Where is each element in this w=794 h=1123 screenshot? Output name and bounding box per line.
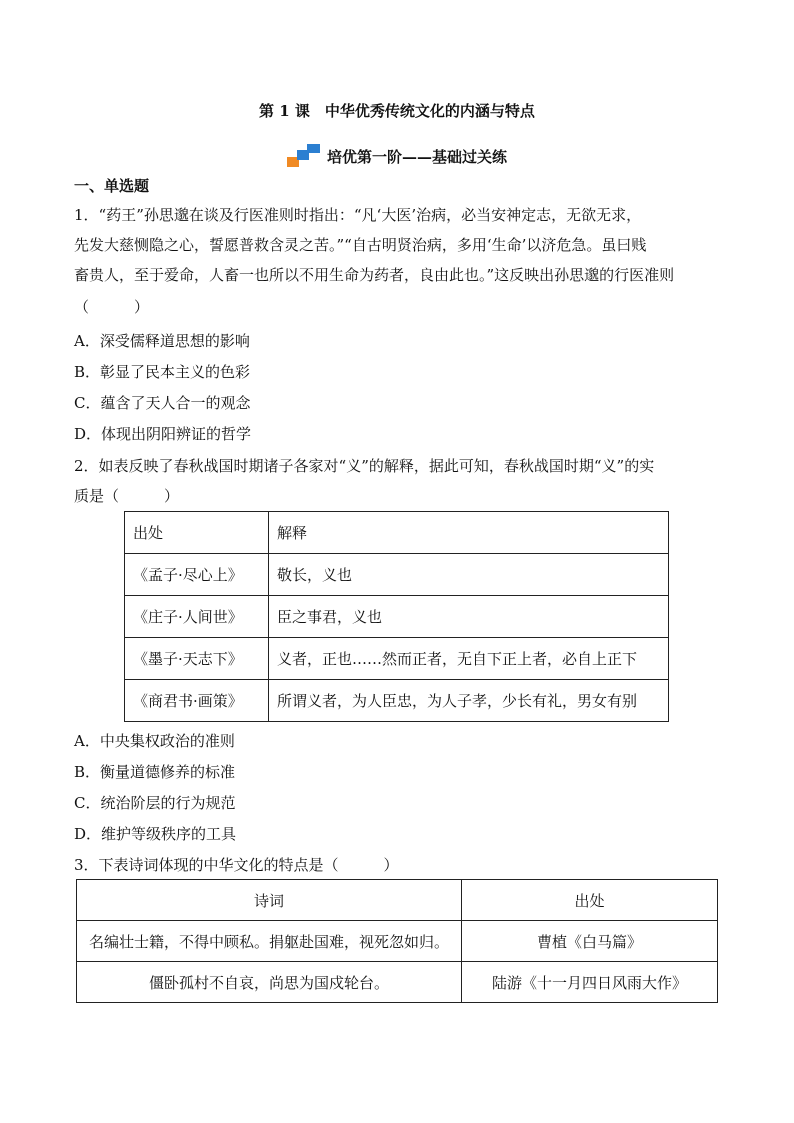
q2-text-line: 质是（ ） bbox=[74, 487, 180, 505]
q2-table bbox=[124, 511, 669, 722]
subtitle-row bbox=[0, 144, 794, 168]
section-heading: 一、单选题 bbox=[74, 177, 150, 195]
table-cell: 曹植《白马篇》 bbox=[462, 921, 718, 962]
table-cell: 名编壮士籍，不得中顾私。捐躯赴国难，视死忽如归。 bbox=[77, 921, 462, 962]
table-row bbox=[125, 680, 669, 722]
q2-text-line: 2．如表反映了春秋战国时期诸子各家对“义”的解释，据此可知，春秋战国时期“义”的实 bbox=[74, 457, 655, 475]
q1-text-line: 先发大慈恻隐之心，誓愿普救含灵之苦。”“自古明贤治病，多用‘生命’以济危急。虽曰贱 bbox=[74, 236, 647, 254]
table-cell: 敬长，义也 bbox=[269, 554, 669, 596]
q3-text-line: 3．下表诗词体现的中华文化的特点是（ ） bbox=[74, 856, 399, 874]
subtitle: 培优第一阶——基础过关练 bbox=[326, 147, 507, 166]
table-row bbox=[125, 596, 669, 638]
table-row bbox=[125, 554, 669, 596]
table-row bbox=[77, 921, 718, 962]
q1-option-b[interactable]: B．彰显了民本主义的色彩 bbox=[74, 363, 251, 381]
table-cell: 《孟子·尽心上》 bbox=[125, 554, 269, 596]
q2-option-c[interactable]: C．统治阶层的行为规范 bbox=[74, 794, 236, 812]
q2-option-b[interactable]: B．衡量道德修养的标准 bbox=[74, 763, 236, 781]
q1-text-line: 1．“药王”孙思邈在谈及行医准则时指出：“凡‘大医’治病，必当安神定志，无欲无求， bbox=[74, 206, 642, 224]
table-header-row bbox=[77, 880, 718, 921]
table-row bbox=[125, 638, 669, 680]
table-header-cell: 解释 bbox=[269, 512, 669, 554]
lesson-title: 第 1 课 中华优秀传统文化的内涵与特点 bbox=[259, 102, 535, 120]
table-header-cell: 诗词 bbox=[77, 880, 462, 921]
table-header-row bbox=[125, 512, 669, 554]
q1-text-line: 畜贵人，至于爱命，人畜一也所以不用生命为药者，良由此也。”这反映出孙思邈的行医准则 bbox=[74, 266, 675, 284]
table-header-cell: 出处 bbox=[125, 512, 269, 554]
q2-option-d[interactable]: D．维护等级秩序的工具 bbox=[74, 825, 237, 843]
table-cell: 《庄子·人间世》 bbox=[125, 596, 269, 638]
table-cell: 《商君书·画策》 bbox=[125, 680, 269, 722]
q1-text-line: （ ） bbox=[74, 298, 150, 316]
q3-table bbox=[76, 879, 718, 1003]
table-cell: 所谓义者，为人臣忠，为人子孝，少长有礼，男女有别 bbox=[269, 680, 669, 722]
q1-option-d[interactable]: D．体现出阴阳辨证的哲学 bbox=[74, 425, 252, 443]
table-cell: 臣之事君，义也 bbox=[269, 596, 669, 638]
table-cell: 义者，正也……然而正者，无自下正上者，必自上正下 bbox=[269, 638, 669, 680]
table-cell: 《墨子·天志下》 bbox=[125, 638, 269, 680]
table-cell: 僵卧孤村不自哀，尚思为国戍轮台。 bbox=[77, 962, 462, 1003]
stairs-icon bbox=[287, 144, 321, 168]
q2-option-a[interactable]: A．中央集权政治的准则 bbox=[74, 732, 235, 750]
q1-option-c[interactable]: C．蕴含了天人合一的观念 bbox=[74, 394, 251, 412]
table-cell: 陆游《十一月四日风雨大作》 bbox=[462, 962, 718, 1003]
table-row bbox=[77, 962, 718, 1003]
q1-option-a[interactable]: A．深受儒释道思想的影响 bbox=[74, 332, 250, 350]
table-header-cell: 出处 bbox=[462, 880, 718, 921]
